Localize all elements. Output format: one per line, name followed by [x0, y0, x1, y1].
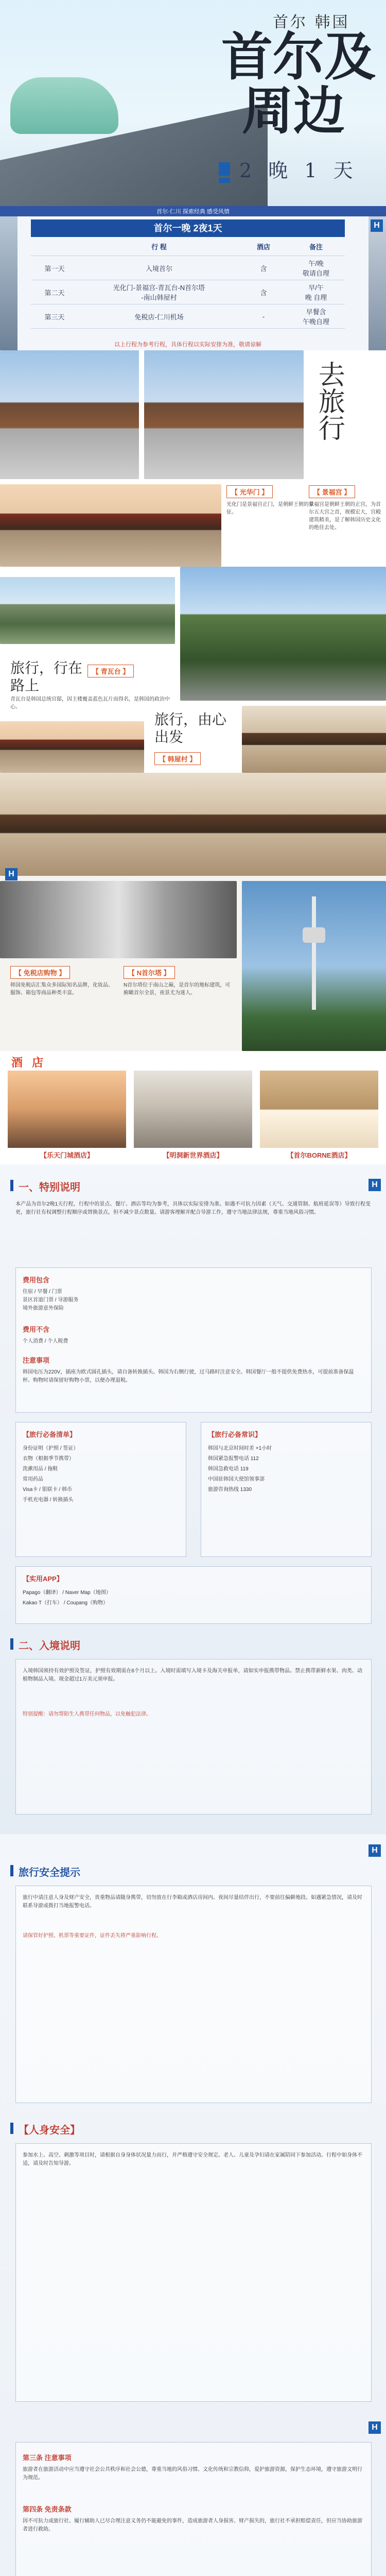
script-left: 旅行，行在路上	[10, 659, 83, 694]
photo-hanok-street	[0, 773, 386, 876]
hero-banner	[0, 0, 386, 216]
schedule-right-image	[369, 216, 386, 350]
gallery-shopping	[0, 773, 386, 1051]
hero-title-line2: 周边	[242, 80, 345, 141]
item3-text: 旅游者在旅游活动中应当遵守社会公共秩序和社会公德，尊重当地的风俗习惯、文化传统和宗教信仰，爱护旅游资源，保护生态环境，遵守旅游文明行为规范。	[23, 2467, 362, 2481]
photo-blue-house	[0, 577, 175, 644]
row-day: 第三天	[31, 304, 78, 329]
row-day: 第一天	[31, 256, 78, 280]
photo-palace-courtyard	[0, 350, 139, 479]
desc-gyeongbokgung: 景福宫是朝鲜王朝的正宫，为首尔五大宫之首，规模宏大，宫殿建筑精美，是了解韩国历史文化的绝佳去处。	[309, 502, 381, 531]
section-bar	[10, 1638, 13, 1650]
column-note: 备注	[287, 237, 345, 256]
schedule-section	[0, 216, 386, 350]
column-day	[31, 237, 78, 256]
safety-red: 请保管好护照、机票等重要证件，证件丢失将严重影响行程。	[23, 1933, 162, 1939]
section-bar	[10, 2123, 13, 2134]
item4-text: 因不可抗力或旅行社、履行辅助人已尽合理注意义务仍不能避免的事件，造成旅游者人身损害、财产损失的，旅行社不承担赔偿责任，但应当协助旅游者进行救助。	[23, 2518, 362, 2532]
column-route: 行 程	[78, 237, 240, 256]
desc-ntower: N首尔塔位于南山之巅，是首尔的地标建筑，可俯瞰首尔全景，夜景尤为迷人。	[124, 982, 231, 996]
safety-title: 旅行安全提示	[19, 1867, 80, 1878]
notice-text: 韩国电压为220V，插座为欧式圆孔插头，请自备转换插头。韩国为右侧行驶，过马路时注意安全。韩国餐厅一般不提供免费热水，可提前准备保温杯。购物时请保留好购物小票，以便办理退税。	[23, 1369, 354, 1383]
accent-bar-small	[219, 178, 230, 183]
gallery-attractions	[0, 350, 386, 773]
tower-top	[303, 927, 325, 943]
brand-script: 首尔 韩国	[273, 13, 350, 31]
section-bar	[10, 1865, 13, 1876]
row-route: 入境首尔	[78, 256, 240, 280]
pack-line: 手机充电器 / 转换插头	[23, 1497, 74, 1503]
column-hotel: 酒店	[240, 237, 287, 256]
hotel-name-1: 【乐天门城酒店】	[40, 1151, 94, 1159]
know-title: 【旅行必备常识】	[208, 1431, 262, 1438]
accent-bar	[219, 162, 230, 176]
pack-line: 常用药品	[23, 1477, 43, 1482]
intro-paragraph: 本产品为首尔2晚1天行程，行程中的景点、餐厅、酒店等均为参考，具体以实际安排为准。如遇不可抗力因素（天气、交通管制、航班延误等）导致行程变更，旅行社有权调整行程顺序或替换景点，但不减少景点数量。请游客理解并配合导游工作，遵守当地法律法规，尊重当地风俗习惯。	[15, 1201, 371, 1215]
schedule-left-image	[0, 216, 17, 350]
schedule-table	[31, 237, 345, 329]
row-note: 午/晚 敬请自理	[287, 256, 345, 280]
tag-ntower: 【 N首尔塔 】	[124, 966, 175, 979]
notes-section-1	[0, 1164, 386, 1834]
table-row	[31, 280, 345, 304]
section1-title: 一、特别说明	[19, 1182, 80, 1193]
tag-gwanghwamun: 【 光华门 】	[226, 485, 273, 498]
section4-title: 第四条 免责条款	[23, 2505, 72, 2513]
know-line: 韩国紧急报警电话 112	[208, 1456, 259, 1462]
security-box	[15, 2143, 372, 2402]
row-hotel: 含	[240, 256, 287, 280]
h-logo-icon	[5, 868, 17, 880]
safety-box	[15, 1886, 372, 2103]
know-line: 韩国与北京时间时差 +1小时	[208, 1446, 272, 1451]
hero-duration: 2 晚 1 天	[239, 159, 358, 182]
section2-title: 二、入境说明	[19, 1640, 80, 1652]
app-title: 【实用APP】	[23, 1575, 63, 1583]
table-row	[31, 256, 345, 280]
desc-bluehouse: 青瓦台是韩国总统官邸，因主楼覆盖蓝色瓦片而得名，是韩国的政治中心。	[10, 697, 170, 710]
app-line: Kakao T（打车） / Coupang（购物）	[23, 1600, 108, 1606]
hotel-name-3: 【首尔BORNE酒店】	[287, 1151, 352, 1159]
desc-gwanghwamun: 光化门是景福宫正门，是朝鲜王朝的象征。	[226, 502, 314, 515]
photo-dutyfree-building	[0, 881, 237, 958]
photo-palace-gate	[144, 350, 304, 479]
desc-dutyfree: 韩国免税店汇集众多国际知名品牌，化妆品、服饰、箱包等商品种类丰富。	[10, 982, 113, 996]
row-route: 光化门-景福宫-青瓦台-N首尔塔 -南山韩屋村	[78, 280, 240, 304]
security-text: 参加水上、高空、刺激等项目时，请根据自身身体状况量力而行，并严格遵守安全规定。老人、儿童及孕妇请在家属陪同下参加活动。行程中如身体不适，请及时告知导游。	[23, 2153, 362, 2166]
table-row	[31, 304, 345, 329]
fee-text: 住宿 / 早餐 / 门票 景区首道门票 / 导游服务 境外旅游意外保险	[23, 1289, 79, 1311]
safety-text: 旅行中请注意人身及财产安全，贵重物品请随身携带，切勿放在行李箱或酒店房间内。夜间尽量结伴出行，不要前往偏僻地段。如遇紧急情况，请及时联系导游或拨打当地报警电话。	[23, 1895, 362, 1909]
photo-mountain-city	[180, 567, 386, 701]
tag-bluehouse: 【 青瓦台 】	[87, 665, 134, 677]
hero-title-line1: 首尔及	[221, 26, 376, 87]
know-line: 韩国急救电话 119	[208, 1466, 249, 1472]
notice-title: 注意事项	[23, 1357, 50, 1364]
tag-dutyfree: 【 免税店购物 】	[10, 966, 70, 979]
row-note: 早餐含 午晚自理	[287, 304, 345, 329]
security-title: 【人身安全】	[19, 2125, 80, 2136]
schedule-header-row	[31, 237, 345, 256]
tag-gyeongbokgung: 【 景福宫 】	[309, 485, 355, 498]
tower-shaft	[312, 896, 316, 1010]
photo-palace-roof	[0, 484, 221, 567]
hotels-label: 酒 店	[11, 1056, 47, 1069]
row-route: 免税店-仁川机场	[78, 304, 240, 329]
schedule-footnote: 以上行程为参考行程，具体行程以实际安排为准，敬请谅解	[114, 342, 261, 348]
pack-line: 洗漱用品 / 拖鞋	[23, 1466, 58, 1472]
script-right: 旅行，由心出发	[154, 711, 227, 745]
photo-hotel-1	[8, 1071, 126, 1148]
pack-line: Visa卡 / 银联卡 / 韩币	[23, 1487, 72, 1493]
h-logo-icon	[369, 1179, 381, 1191]
exclude-title: 费用不含	[23, 1326, 50, 1333]
exclude-text: 个人消费 / 个人税费	[23, 1338, 68, 1344]
photo-hotel-3	[260, 1071, 378, 1148]
h-logo-icon	[369, 1844, 381, 1857]
row-hotel: -	[240, 304, 287, 329]
row-hotel: 含	[240, 280, 287, 304]
section-bar	[10, 1180, 13, 1191]
know-line: 旅游咨询热线 1330	[208, 1487, 252, 1493]
know-line: 中国驻韩国大使馆领事部	[208, 1477, 265, 1482]
photo-hanok-alley	[0, 721, 144, 773]
entry-red: 特别提醒：请勿帮陌生人携带任何物品，以免触犯法律。	[23, 1711, 151, 1717]
section3-title: 第三条 注意事项	[23, 2454, 72, 2462]
photo-hotel-2	[134, 1071, 252, 1148]
hotels-section	[0, 1051, 386, 1164]
entry-text: 入境韩国须持有效护照及签证，护照有效期需在6个月以上。入境时需填写入境卡及海关申报单，请如实申报携带物品。禁止携带新鲜水果、肉类、动植物制品入境。现金超过1万美元须申报。	[23, 1668, 362, 1682]
script-title: 去旅行	[313, 361, 345, 441]
hotel-name-2: 【明洞新世界酒店】	[163, 1151, 223, 1159]
car-image	[10, 77, 118, 134]
hero-strip-text: 首尔·仁川 探索经典 感受风情	[156, 209, 230, 215]
schedule-header: 首尔一晚 2夜1天	[31, 219, 345, 237]
h-logo-icon	[369, 2421, 381, 2434]
app-line: Papago（翻译） / Naver Map（地图）	[23, 1590, 111, 1596]
pack-line: 衣物（根据季节携带）	[23, 1456, 74, 1462]
photo-hanok-village	[242, 706, 386, 773]
row-day: 第二天	[31, 280, 78, 304]
tag-hanok: 【 韩屋村 】	[154, 752, 201, 765]
row-note: 早/午 晚 自理	[287, 280, 345, 304]
pack-line: 身份证明（护照 / 签证）	[23, 1446, 79, 1451]
notes-section-2	[0, 1834, 386, 2576]
h-logo-icon	[371, 219, 383, 232]
pack-title: 【旅行必备清单】	[23, 1431, 77, 1438]
fee-title: 费用包含	[23, 1276, 50, 1284]
